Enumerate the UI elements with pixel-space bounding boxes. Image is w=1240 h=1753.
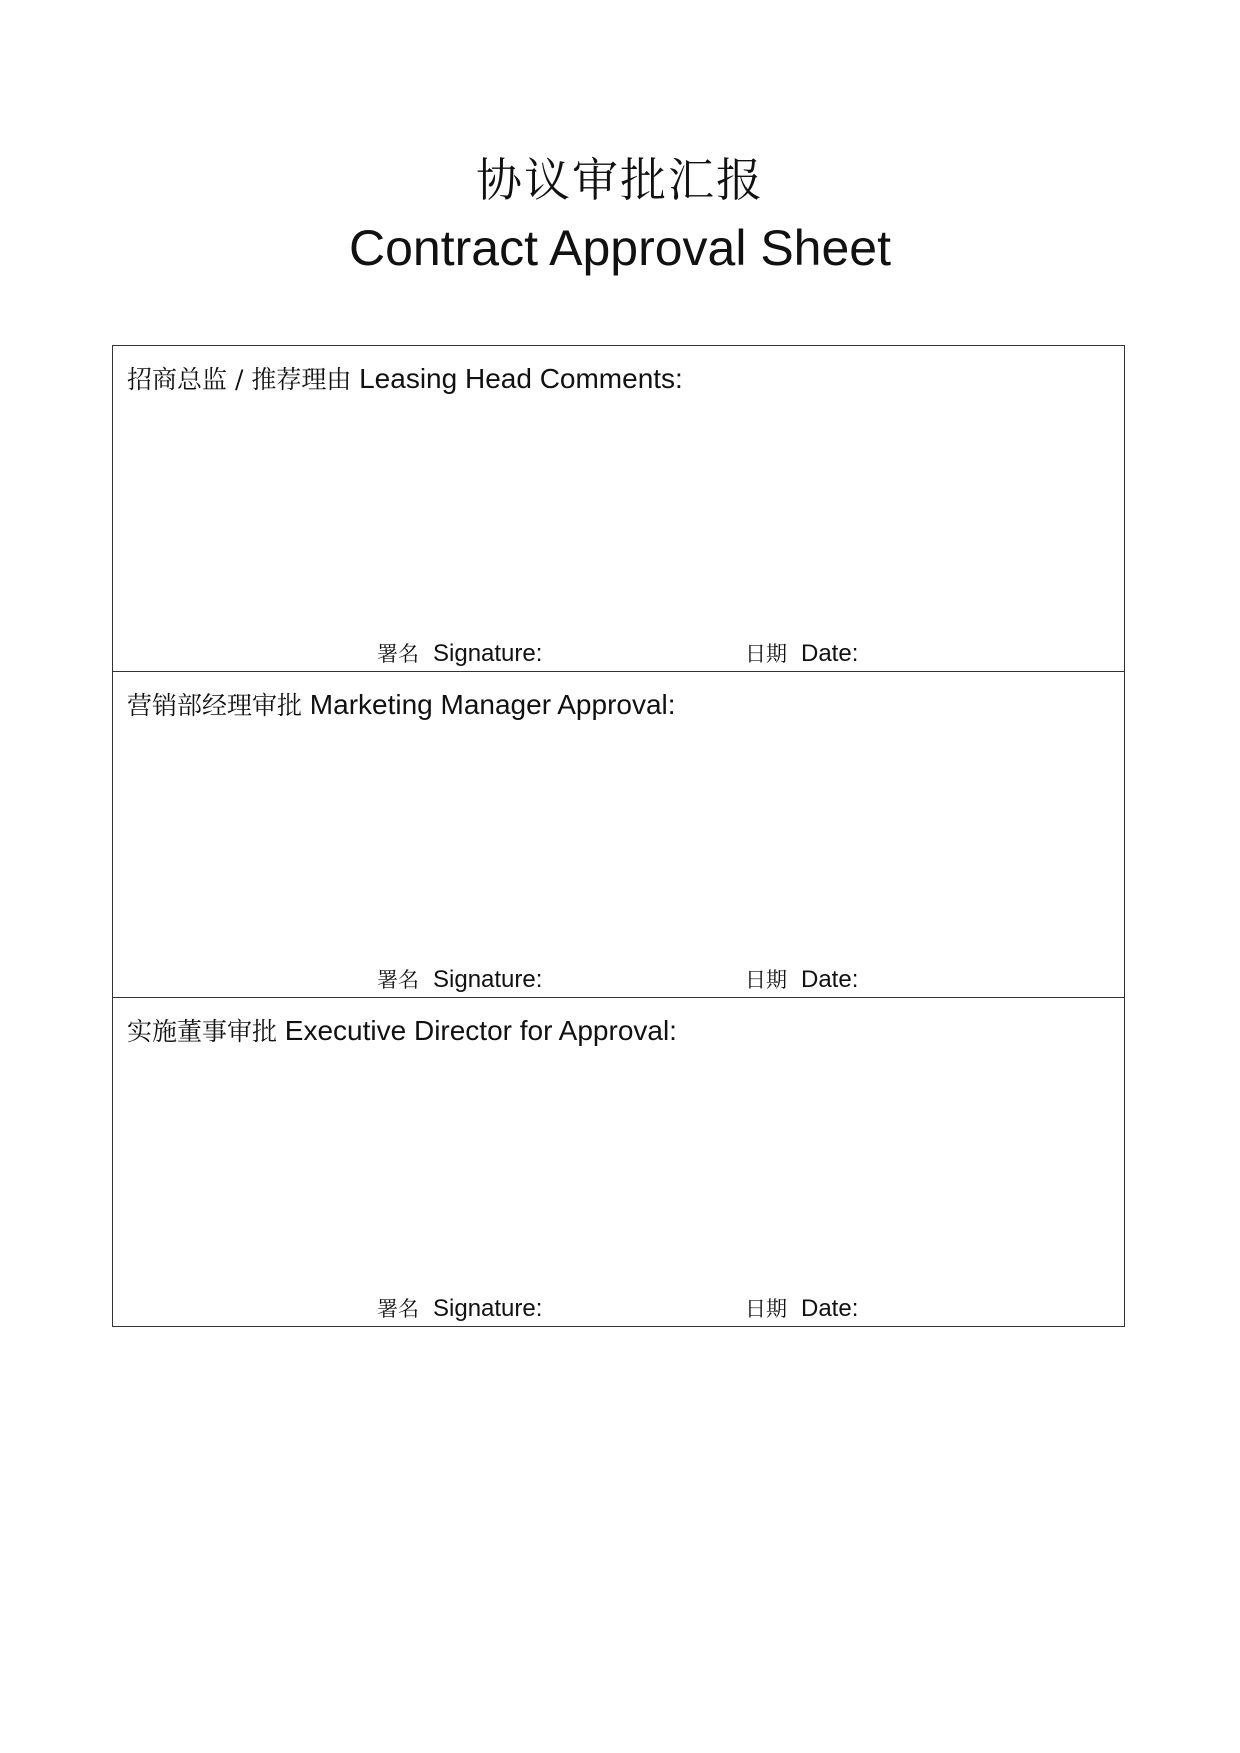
date-label-en: Date: [801, 1295, 859, 1322]
signature-label-cn: 署名 [377, 642, 419, 666]
signature-field[interactable] [377, 965, 542, 995]
section-heading-en: Leasing Head Comments: [359, 363, 683, 394]
date-label-cn: 日期 [745, 642, 787, 666]
page-title-cn: 协议审批汇报 [476, 153, 764, 207]
section-heading-en: Marketing Manager Approval: [309, 689, 676, 720]
date-field[interactable] [745, 639, 858, 669]
section-heading [127, 362, 683, 397]
approval-table [112, 345, 1125, 1327]
signature-label-en: Signature: [433, 1295, 543, 1322]
section-leasing-head [113, 346, 1124, 672]
section-heading-cn: 招商总监 / 推荐理由 [127, 365, 352, 394]
section-heading [127, 1014, 677, 1049]
section-heading-cn: 营销部经理审批 [127, 691, 303, 720]
date-label-en: Date: [801, 640, 859, 667]
date-label-cn: 日期 [745, 1297, 787, 1321]
signature-label-en: Signature: [433, 966, 543, 993]
date-field[interactable] [745, 965, 858, 995]
date-label-cn: 日期 [745, 968, 787, 992]
signature-field[interactable] [377, 1294, 542, 1324]
signature-label-cn: 署名 [377, 968, 419, 992]
page-title-en: Contract Approval Sheet [349, 220, 891, 276]
section-heading-en: Executive Director for Approval: [284, 1015, 677, 1046]
section-marketing-manager [113, 672, 1124, 998]
signature-label-cn: 署名 [377, 1297, 419, 1321]
section-heading [127, 688, 676, 723]
date-label-en: Date: [801, 966, 859, 993]
section-heading-cn: 实施董事审批 [127, 1017, 278, 1046]
section-executive-director [113, 998, 1124, 1326]
signature-field[interactable] [377, 639, 542, 669]
date-field[interactable] [745, 1294, 858, 1324]
signature-label-en: Signature: [433, 640, 543, 667]
